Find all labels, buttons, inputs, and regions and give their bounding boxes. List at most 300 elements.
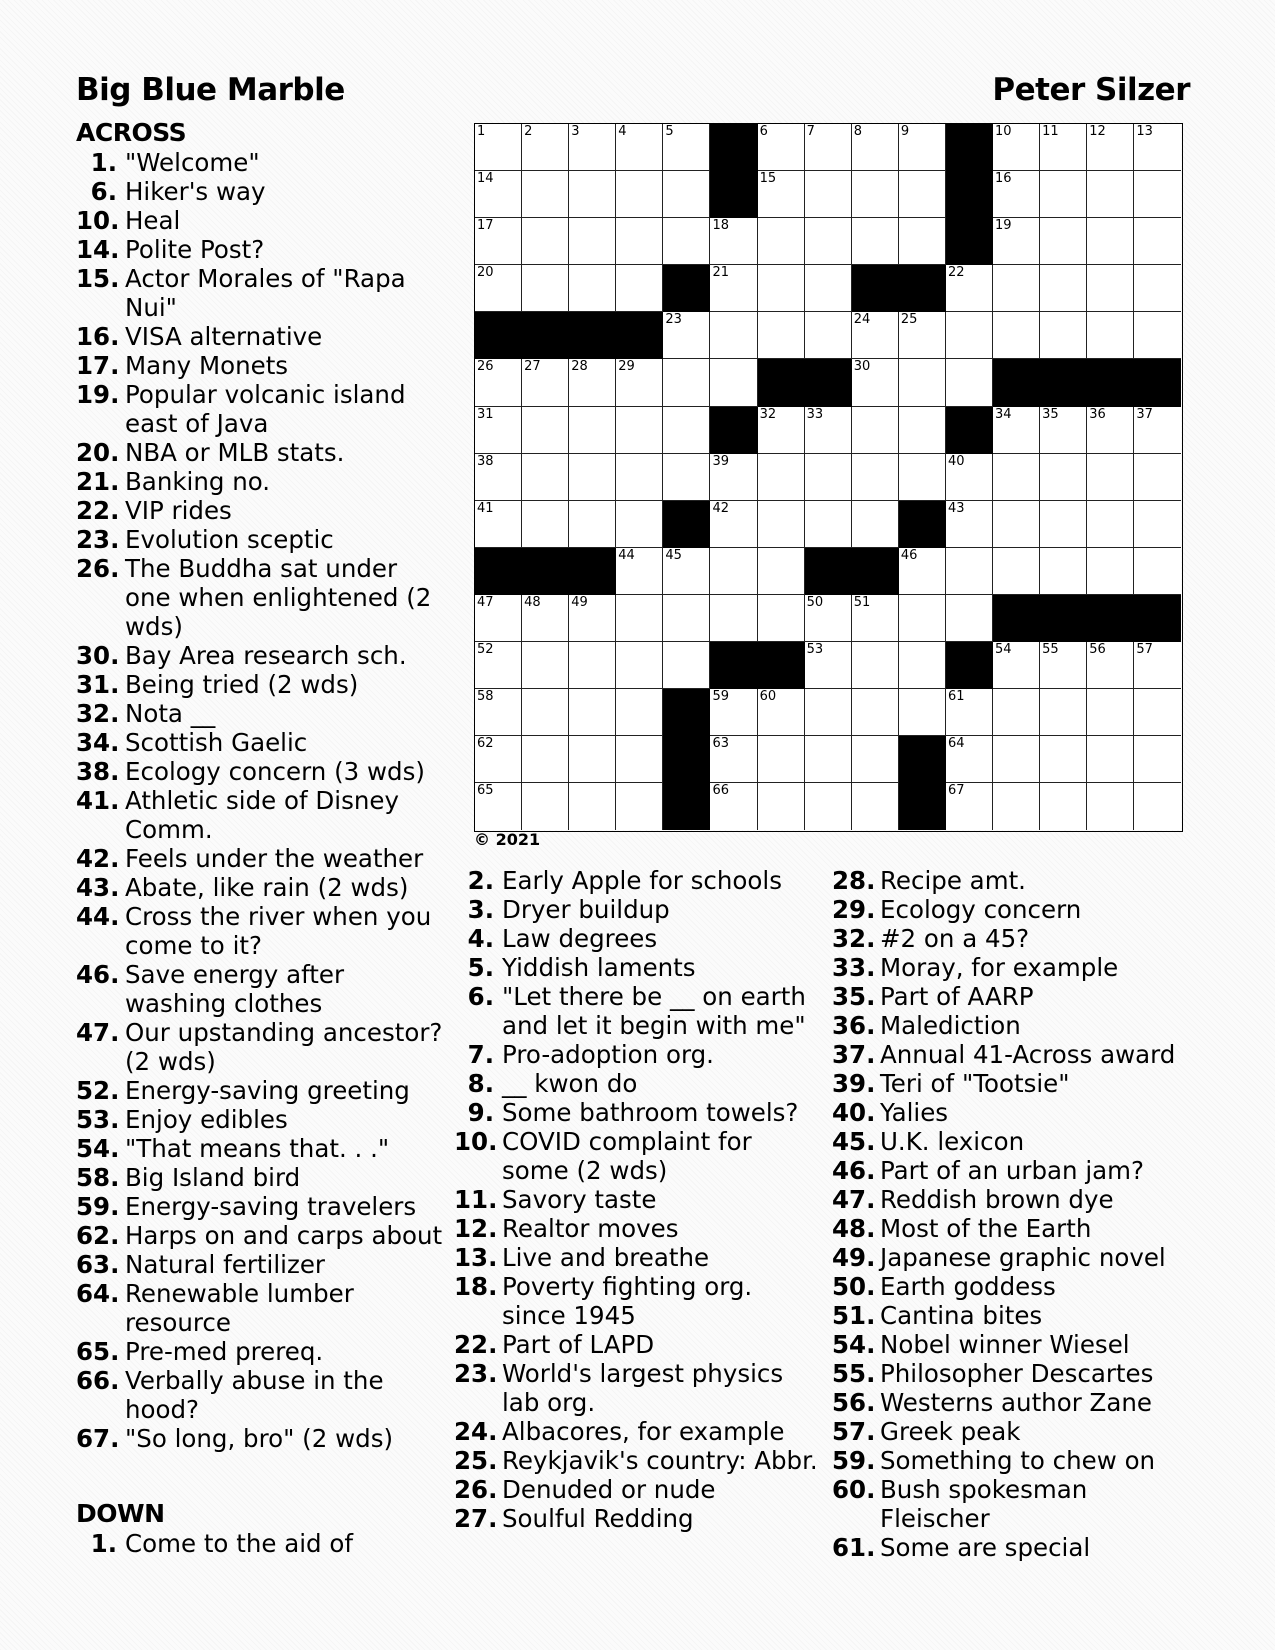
grid-cell: [852, 312, 899, 359]
grid-cell: [852, 454, 899, 501]
cell-number: 51: [853, 594, 871, 610]
grid-cell: [616, 595, 663, 642]
grid-block: [663, 783, 710, 830]
clue-number: 37.: [832, 1040, 876, 1069]
grid-block: [1087, 595, 1134, 642]
grid-cell: [852, 736, 899, 783]
cell-number: 65: [477, 783, 494, 799]
clue-text: Energy-saving travelers: [125, 1192, 417, 1221]
clue-item: [76, 1076, 446, 1105]
grid-block: [710, 407, 757, 454]
grid-cell: [710, 265, 757, 312]
clue-item: [76, 496, 446, 525]
clue-item: [832, 924, 1204, 953]
clue-number: 28.: [832, 866, 876, 895]
grid-cell: [758, 218, 805, 265]
grid-cell: [993, 501, 1040, 548]
grid-cell: [852, 407, 899, 454]
grid-cell: [1087, 454, 1134, 501]
clue-number: 36.: [832, 1011, 876, 1040]
grid-cell: [616, 454, 663, 501]
grid-cell: [1087, 548, 1134, 595]
clue-item: [76, 641, 446, 670]
clue-text: Renewable lumber resource: [125, 1279, 354, 1337]
grid-cell: [616, 736, 663, 783]
cell-number: 31: [477, 406, 494, 422]
clue-number: 47.: [76, 1018, 120, 1047]
clue-text: "That means that. . .": [125, 1134, 390, 1163]
grid-cell: [946, 359, 993, 406]
clue-item: [76, 1105, 446, 1134]
clue-text: Malediction: [880, 1011, 1021, 1040]
clue-text: Athletic side of Disney Comm.: [125, 786, 399, 844]
cell-number: 46: [900, 547, 918, 563]
clue-number: 38.: [76, 757, 120, 786]
across-heading: ACROSS: [76, 118, 187, 147]
clue-item: [76, 438, 446, 467]
cell-number: 27: [524, 359, 541, 375]
grid-cell: [1134, 642, 1181, 689]
grid-block: [993, 595, 1040, 642]
clue-item: [76, 467, 446, 496]
grid-cell: [1040, 171, 1087, 218]
clue-item: [454, 1417, 820, 1446]
grid-block: [899, 265, 946, 312]
cell-number: 52: [477, 642, 494, 658]
grid-cell: [899, 124, 946, 171]
cell-number: 41: [477, 500, 494, 516]
grid-cell: [946, 501, 993, 548]
clue-text: COVID complaint for some (2 wds): [502, 1127, 752, 1185]
grid-cell: [1040, 124, 1087, 171]
grid-cell: [616, 642, 663, 689]
clue-number: 55.: [832, 1359, 876, 1388]
grid-cell: [852, 595, 899, 642]
clue-item: [832, 1301, 1204, 1330]
cell-number: 43: [947, 500, 965, 516]
clue-number: 6.: [90, 177, 117, 206]
clue-number: 19.: [76, 380, 120, 409]
puzzle-title: Big Blue Marble: [76, 72, 345, 108]
clue-text: Natural fertilizer: [125, 1250, 325, 1279]
grid-block: [663, 501, 710, 548]
clue-item: [454, 1446, 820, 1475]
clue-item: [832, 1417, 1204, 1446]
grid-block: [899, 501, 946, 548]
grid-cell: [475, 265, 522, 312]
clue-item: [454, 982, 820, 1040]
across-clue-list: [76, 148, 446, 1453]
grid-cell: [758, 124, 805, 171]
grid-block: [1040, 595, 1087, 642]
grid-cell: [475, 595, 522, 642]
grid-cell: [852, 689, 899, 736]
grid-cell: [852, 124, 899, 171]
clue-item: [832, 1533, 1204, 1562]
cell-number: 14: [477, 171, 494, 187]
grid-block: [616, 312, 663, 359]
clue-text: "Welcome": [125, 148, 260, 177]
clue-text: Cantina bites: [880, 1301, 1043, 1330]
grid-cell: [946, 736, 993, 783]
grid-cell: [569, 407, 616, 454]
cell-number: 3: [571, 124, 580, 139]
clue-text: Feels under the weather: [125, 844, 424, 873]
grid-cell: [852, 501, 899, 548]
cell-number: 12: [1089, 124, 1106, 139]
clue-number: 42.: [76, 844, 120, 873]
clue-item: [76, 873, 446, 902]
grid-cell: [1040, 689, 1087, 736]
clue-text: Dryer buildup: [502, 895, 670, 924]
clue-number: 9.: [467, 1098, 494, 1127]
clue-item: [832, 1330, 1204, 1359]
grid-cell: [852, 783, 899, 830]
grid-cell: [663, 642, 710, 689]
clue-text: Nota __: [125, 699, 216, 728]
grid-block: [663, 736, 710, 783]
grid-cell: [758, 501, 805, 548]
grid-cell: [993, 124, 1040, 171]
cell-number: 13: [1136, 124, 1153, 139]
clue-number: 10.: [454, 1127, 498, 1156]
clue-text: Law degrees: [502, 924, 658, 953]
grid-cell: [710, 783, 757, 830]
clue-item: [76, 148, 446, 177]
cell-number: 59: [712, 689, 730, 705]
clue-item: [832, 895, 1204, 924]
clue-item: [832, 1475, 1204, 1533]
clue-text: Reddish brown dye: [880, 1185, 1114, 1214]
clue-text: Poverty fighting org. since 1945: [502, 1272, 753, 1330]
grid-cell: [1134, 171, 1181, 218]
grid-block: [522, 312, 569, 359]
clue-text: Most of the Earth: [880, 1214, 1092, 1243]
clue-text: #2 on a 45?: [880, 924, 1030, 953]
clue-text: Cross the river when you come to it?: [125, 902, 432, 960]
crossword-grid: [474, 123, 1183, 832]
grid-cell: [899, 454, 946, 501]
clue-number: 10.: [76, 206, 120, 235]
cell-number: 64: [947, 736, 965, 752]
clue-text: Savory taste: [502, 1185, 657, 1214]
grid-cell: [993, 642, 1040, 689]
grid-cell: [616, 265, 663, 312]
clue-item: [454, 1359, 820, 1417]
grid-cell: [569, 265, 616, 312]
clue-text: Enjoy edibles: [125, 1105, 288, 1134]
grid-cell: [522, 359, 569, 406]
grid-cell: [1040, 218, 1087, 265]
grid-cell: [805, 783, 852, 830]
grid-cell: [758, 265, 805, 312]
grid-cell: [758, 689, 805, 736]
clue-item: [832, 1127, 1204, 1156]
grid-cell: [522, 689, 569, 736]
grid-block: [946, 407, 993, 454]
clue-number: 35.: [832, 982, 876, 1011]
grid-cell: [522, 218, 569, 265]
clue-number: 45.: [832, 1127, 876, 1156]
clue-item: [76, 264, 446, 322]
grid-block: [946, 642, 993, 689]
grid-cell: [946, 265, 993, 312]
grid-block: [946, 171, 993, 218]
grid-cell: [1087, 689, 1134, 736]
clue-number: 30.: [76, 641, 120, 670]
clue-item: [76, 757, 446, 786]
clue-text: Many Monets: [125, 351, 289, 380]
clue-item: [76, 699, 446, 728]
cell-number: 8: [853, 124, 863, 139]
clue-number: 13.: [454, 1243, 498, 1272]
clue-item: [76, 960, 446, 1018]
grid-cell: [710, 736, 757, 783]
clue-item: [832, 1011, 1204, 1040]
clue-text: Yalies: [880, 1098, 949, 1127]
clue-item: [832, 1098, 1204, 1127]
grid-cell: [805, 312, 852, 359]
grid-cell: [710, 218, 757, 265]
clue-text: Come to the aid of: [125, 1529, 353, 1558]
clue-item: [454, 924, 820, 953]
cell-number: 19: [995, 218, 1012, 234]
clue-number: 46.: [76, 960, 120, 989]
author-name: Peter Silzer: [992, 72, 1190, 108]
grid-cell: [899, 595, 946, 642]
grid-cell: [1040, 312, 1087, 359]
grid-cell: [993, 407, 1040, 454]
clue-text: Part of LAPD: [502, 1330, 655, 1359]
clue-item: [76, 1529, 446, 1558]
cell-number: 56: [1089, 642, 1106, 658]
grid-block: [475, 312, 522, 359]
clue-number: 32.: [832, 924, 876, 953]
clue-text: Abate, like rain (2 wds): [125, 873, 409, 902]
grid-block: [852, 265, 899, 312]
grid-block: [710, 642, 757, 689]
down-heading: DOWN: [76, 1499, 165, 1528]
clue-text: Yiddish laments: [502, 953, 696, 982]
clue-item: [454, 1475, 820, 1504]
clue-text: Being tried (2 wds): [125, 670, 359, 699]
clue-item: [76, 1279, 446, 1337]
grid-block: [946, 124, 993, 171]
grid-cell: [1087, 642, 1134, 689]
grid-cell: [1087, 171, 1134, 218]
grid-block: [1134, 595, 1181, 642]
grid-cell: [522, 642, 569, 689]
clue-text: Energy-saving greeting: [125, 1076, 410, 1105]
clue-number: 57.: [832, 1417, 876, 1446]
clue-number: 23.: [76, 525, 120, 554]
clue-text: Albacores, for example: [502, 1417, 785, 1446]
clue-text: Teri of "Tootsie": [880, 1069, 1070, 1098]
grid-cell: [663, 407, 710, 454]
clue-item: [76, 902, 446, 960]
clue-number: 48.: [832, 1214, 876, 1243]
clue-item: [454, 1098, 820, 1127]
clue-text: VIP rides: [125, 496, 232, 525]
clue-text: Pro-adoption org.: [502, 1040, 714, 1069]
cell-number: 29: [618, 359, 635, 375]
clue-text: World's largest physics lab org.: [502, 1359, 784, 1417]
cell-number: 24: [853, 312, 871, 328]
clue-number: 25.: [454, 1446, 498, 1475]
clue-item: [454, 1040, 820, 1069]
clue-text: Evolution sceptic: [125, 525, 334, 554]
grid-cell: [616, 548, 663, 595]
clue-text: Part of AARP: [880, 982, 1034, 1011]
grid-cell: [1134, 312, 1181, 359]
clue-number: 61.: [832, 1533, 876, 1562]
cell-number: 49: [571, 594, 588, 610]
grid-cell: [1087, 501, 1134, 548]
down-clue-list-col1: [454, 866, 820, 1533]
grid-cell: [522, 501, 569, 548]
grid-cell: [663, 454, 710, 501]
clue-item: [76, 206, 446, 235]
grid-cell: [522, 595, 569, 642]
cell-number: 9: [900, 124, 910, 139]
grid-block: [993, 359, 1040, 406]
grid-cell: [758, 454, 805, 501]
clue-number: 18.: [454, 1272, 498, 1301]
cell-number: 38: [477, 453, 494, 469]
grid-cell: [475, 642, 522, 689]
clue-number: 16.: [76, 322, 120, 351]
cell-number: 7: [806, 124, 815, 139]
grid-cell: [1134, 454, 1181, 501]
clue-item: [454, 1214, 820, 1243]
clue-text: Hiker's way: [125, 177, 266, 206]
down-clue-list-start: [76, 1529, 446, 1558]
clue-number: 67.: [76, 1424, 120, 1453]
grid-cell: [899, 548, 946, 595]
clue-item: [76, 1221, 446, 1250]
grid-cell: [1040, 736, 1087, 783]
clue-item: [832, 1272, 1204, 1301]
clue-number: 24.: [454, 1417, 498, 1446]
grid-cell: [569, 454, 616, 501]
grid-cell: [710, 359, 757, 406]
grid-block: [805, 359, 852, 406]
clue-text: Polite Post?: [125, 235, 265, 264]
clue-text: Moray, for example: [880, 953, 1119, 982]
grid-cell: [852, 359, 899, 406]
grid-cell: [758, 171, 805, 218]
clue-text: Denuded or nude: [502, 1475, 716, 1504]
cell-number: 5: [665, 124, 674, 139]
cell-number: 55: [1042, 642, 1059, 658]
grid-cell: [1134, 218, 1181, 265]
cell-number: 10: [995, 124, 1012, 139]
clue-number: 59.: [832, 1446, 876, 1475]
grid-block: [569, 548, 616, 595]
grid-cell: [899, 407, 946, 454]
grid-cell: [946, 689, 993, 736]
clue-item: [76, 844, 446, 873]
clue-number: 5.: [467, 953, 494, 982]
clue-number: 7.: [467, 1040, 494, 1069]
grid-cell: [993, 171, 1040, 218]
grid-block: [899, 783, 946, 830]
grid-cell: [522, 171, 569, 218]
grid-cell: [663, 595, 710, 642]
grid-block: [852, 548, 899, 595]
grid-cell: [569, 689, 616, 736]
clue-number: 50.: [832, 1272, 876, 1301]
clue-item: [454, 1069, 820, 1098]
cell-number: 20: [477, 265, 494, 281]
grid-cell: [522, 783, 569, 830]
grid-cell: [569, 783, 616, 830]
cell-number: 36: [1089, 406, 1106, 422]
grid-cell: [758, 312, 805, 359]
grid-cell: [616, 501, 663, 548]
grid-cell: [1087, 783, 1134, 830]
clue-text: Recipe amt.: [880, 866, 1026, 895]
grid-cell: [475, 218, 522, 265]
grid-cell: [710, 689, 757, 736]
grid-cell: [616, 407, 663, 454]
grid-cell: [946, 595, 993, 642]
cell-number: 2: [524, 124, 533, 139]
grid-cell: [805, 218, 852, 265]
clue-number: 46.: [832, 1156, 876, 1185]
grid-cell: [1040, 265, 1087, 312]
clue-text: Ecology concern (3 wds): [125, 757, 425, 786]
grid-cell: [1134, 783, 1181, 830]
grid-cell: [805, 124, 852, 171]
cell-number: 28: [571, 359, 588, 375]
clue-item: [832, 866, 1204, 895]
grid-cell: [1040, 783, 1087, 830]
cell-number: 63: [712, 736, 730, 752]
grid-cell: [1087, 124, 1134, 171]
grid-cell: [758, 407, 805, 454]
grid-cell: [522, 736, 569, 783]
clue-number: 4.: [467, 924, 494, 953]
clue-text: Save energy after washing clothes: [125, 960, 345, 1018]
grid-cell: [852, 171, 899, 218]
grid-block: [805, 548, 852, 595]
clue-text: VISA alternative: [125, 322, 323, 351]
cell-number: 11: [1042, 124, 1059, 139]
grid-cell: [522, 124, 569, 171]
clue-number: 22.: [454, 1330, 498, 1359]
clue-text: Realtor moves: [502, 1214, 679, 1243]
grid-cell: [993, 548, 1040, 595]
grid-block: [758, 359, 805, 406]
cell-number: 60: [759, 689, 777, 705]
cell-number: 33: [806, 406, 824, 422]
clue-number: 32.: [76, 699, 120, 728]
cell-number: 17: [477, 218, 494, 234]
grid-cell: [710, 548, 757, 595]
clue-item: [832, 1243, 1204, 1272]
grid-cell: [663, 548, 710, 595]
clue-number: 1.: [90, 1529, 117, 1558]
grid-cell: [899, 689, 946, 736]
clue-number: 54.: [832, 1330, 876, 1359]
cell-number: 6: [759, 124, 768, 139]
grid-cell: [475, 407, 522, 454]
grid-cell: [1040, 454, 1087, 501]
grid-block: [522, 548, 569, 595]
grid-cell: [805, 595, 852, 642]
clue-number: 23.: [454, 1359, 498, 1388]
